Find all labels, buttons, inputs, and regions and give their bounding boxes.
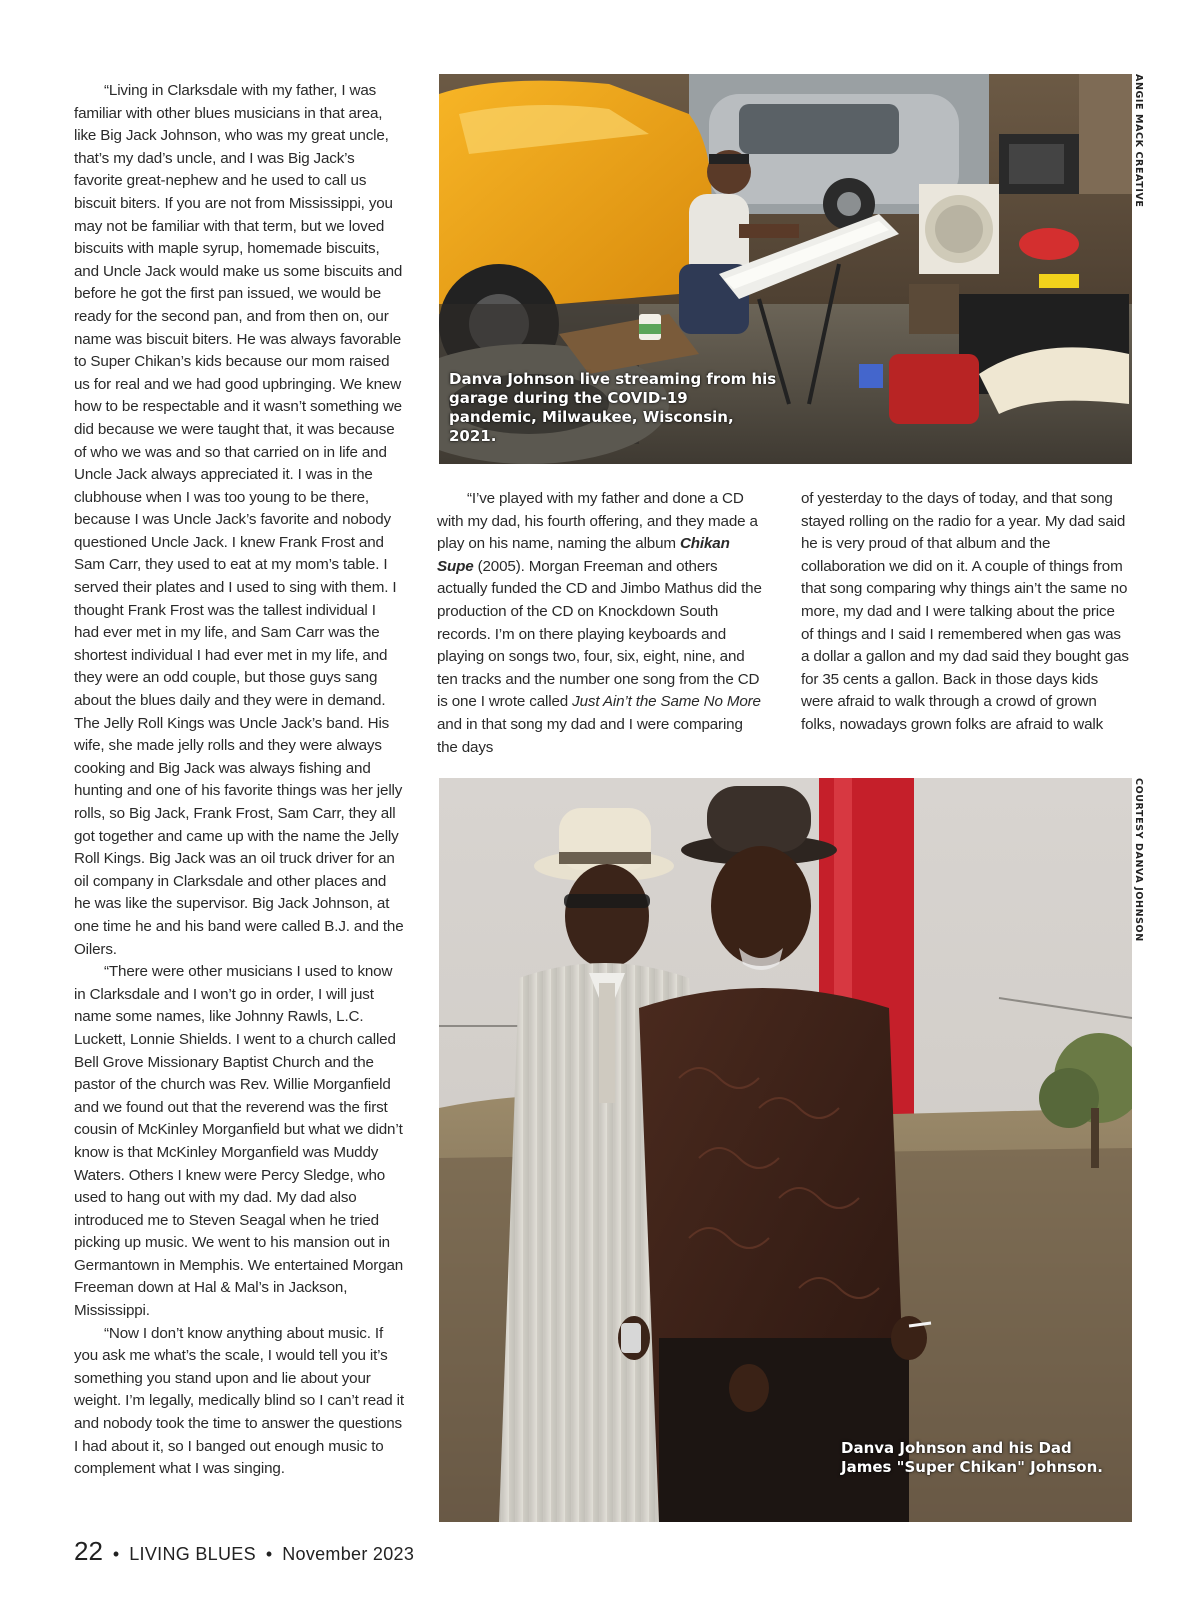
middle-column-text — [437, 488, 767, 759]
text-run: and in that song my dad and I were comparing the days — [437, 715, 743, 756]
page-footer — [74, 1536, 414, 1572]
paragraph: “Now I don’t know anything about music. If you ask me what’s the scale, I would tell you it’s something you stand upon and lie about your weight. I’m legally, medically blind so I can’t read it and nobody took the time to answer the questions I had about it, so I banged out enough music to complement what I was singing. — [74, 1324, 404, 1478]
paragraph — [437, 488, 767, 759]
left-column-text — [74, 80, 404, 1481]
caption-line: Danva Johnson and his Dad — [841, 1439, 1072, 1457]
song-title: Just Ain’t the Same No More — [572, 693, 761, 711]
magazine-name: LIVING BLUES — [129, 1544, 256, 1564]
photo-caption: Danva Johnson live streaming from his garage during the COVID-19 pandemic, Milwaukee, Wisconsin, 2021. — [449, 370, 777, 445]
text-run: “I’ve played with my father and done a CD with my dad, his fourth offering, and they made a play on his name, naming the album — [437, 490, 758, 553]
paragraph: “There were other musicians I used to know in Clarksdale and I won’t go in order, I will just name some names, like Johnny Rawls, L.C. Luckett, Lonnie Shields. I went to a church called Bell Grove Missionary Baptist Church and the pastor of the church was Rev. Willie Morganfield and we found out that the reverend was the first cousin of McKinley Morganfield but what we didn’t know is that McKinley Morganfield was Muddy Waters. Others I knew were Percy Sledge, who used to hang out with my dad. My dad also introduced me to Steven Seagal when he tried picking up music. We went to his mansion out in Germantown in Memphis. We entertained Morgan Freeman down at Hal & Mal’s in Jackson, Mississippi. — [74, 963, 404, 1320]
page-number: 22 — [74, 1536, 103, 1566]
issue-date: November 2023 — [282, 1544, 415, 1564]
bullet-separator: • — [265, 1544, 273, 1564]
photo-caption — [841, 1439, 1121, 1477]
paragraph: of yesterday to the days of today, and that song stayed rolling on the radio for a year. My dad said he is very proud of that album and the collaboration we did on it. A couple of things from that song comparing why things ain’t the same no more, my dad and I were talking about the price of things and I said I remembered when gas was a dollar a gallon and my dad said they bought gas for 35 cents a gallon. Back in those days kids were afraid to walk through a crowd of grown folks, nowadays grown folks are afraid to walk — [801, 490, 1129, 733]
photo-credit: ANGIE MACK CREATIVE — [1133, 74, 1144, 208]
photo-credit: COURTESY DANVA JOHNSON — [1133, 778, 1144, 942]
caption-line: James "Super Chikan" Johnson. — [841, 1458, 1103, 1476]
portrait-illustration — [439, 778, 1132, 1522]
right-column-text — [801, 488, 1131, 737]
text-run: (2005). Morgan Freeman and others actually funded the CD and Jimbo Mathus did the production of the CD on Knockdown South records. I’m on there playing keyboards and playing on songs two, four, six, eight, nine, and ten tracks and the number one song from the CD is one I wrote called — [437, 557, 762, 711]
bullet-separator: • — [112, 1544, 120, 1564]
photo-garage-livestream — [439, 74, 1132, 464]
album-title: Chikan Supe — [437, 535, 730, 575]
paragraph: “Living in Clarksdale with my father, I was familiar with other blues musicians in that area, like Big Jack Johnson, who was my great uncle, that’s my dad’s uncle, and I was Big Jack’s favorite great-nephew and he used to call us biscuit biters. If you are not from Mississippi, you may not be familiar with that term, but we loved biscuits with maple syrup, homemade biscuits, and Uncle Jack would make us some biscuits and before he got the first pan issued, we would be ready for the second pan, and from then on, our name was biscuit biters. He was always favorable to Super Chikan’s kids because our mom raised us for real and we had good upbringing. We knew how to be respectable and it wasn’t something we did because we were taught that, it was because of who we was and so that carried on in life and Uncle Jack always appreciated it. I was in the clubhouse when I was too young to be there, because I was Uncle Jack’s favorite and nobody questioned Uncle Jack. I knew Frank Frost and Sam Carr, they used to eat at my mom’s table. I served their plates and I used to sing with them. I thought Frank Frost was the tallest individual I had ever met in my life, and Sam Carr was the shortest individual I had ever met in my life, and they were an odd couple, but those guys sang about the blues daily and they were in demand. The Jelly Roll Kings was Uncle Jack’s band. His wife, she made jelly rolls and they were always cooking and Big Jack was always fishing and hunting and one of his favorite things was her jelly rolls, so Big Jack, Frank Frost, Sam Carr, they all got together and came up with the name the Jelly Roll Kings. Big Jack was an oil truck driver for an oil company in Clarksdale and other places and he was like the supervisor. Big Jack Johnson, at one time he and his band were called B.J. and the Oilers. — [74, 82, 404, 958]
photo-danva-and-dad — [439, 778, 1132, 1522]
